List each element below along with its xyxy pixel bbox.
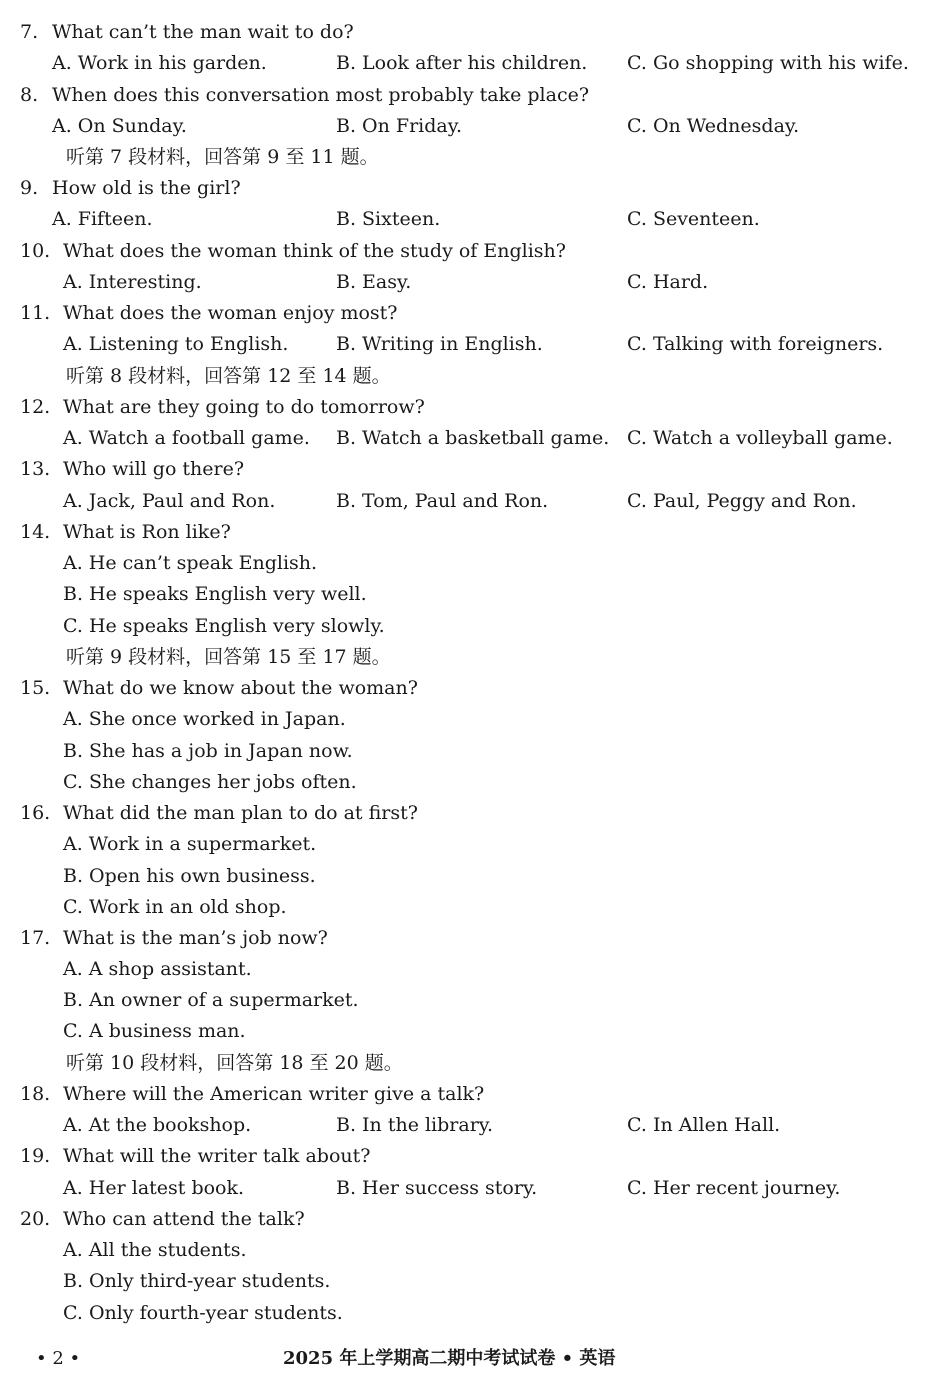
question-18	[0, 1079, 950, 1109]
question-text: What do we know about the woman?	[63, 677, 418, 699]
question-13	[0, 454, 950, 484]
option-a: A. At the bookshop.	[63, 1114, 252, 1136]
option-b	[0, 579, 950, 609]
option-a	[0, 829, 950, 859]
question-number: 9.	[20, 177, 39, 199]
question-8	[0, 80, 950, 110]
option-b	[0, 861, 950, 891]
question-text: What is Ron like?	[63, 521, 231, 543]
option-b: B. Sixteen.	[336, 208, 441, 230]
option-text: A. Work in a supermarket.	[63, 833, 317, 855]
option-text: B. Only third-year students.	[63, 1270, 331, 1292]
options-19	[0, 1173, 950, 1203]
question-17	[0, 923, 950, 953]
options-7	[0, 48, 950, 78]
option-b: B. In the library.	[336, 1114, 494, 1136]
question-text: Where will the American writer give a talk?	[63, 1083, 485, 1105]
option-b: B. Look after his children.	[336, 52, 588, 74]
options-18	[0, 1110, 950, 1140]
option-b: B. Easy.	[336, 271, 412, 293]
option-b	[0, 985, 950, 1015]
options-11	[0, 329, 950, 359]
question-7	[0, 17, 950, 47]
option-b: B. Her success story.	[336, 1177, 538, 1199]
option-text: C. A business man.	[63, 1020, 246, 1042]
question-12	[0, 392, 950, 422]
option-a: A. Listening to English.	[63, 333, 289, 355]
option-a: A. Interesting.	[63, 271, 202, 293]
option-text: B. She has a job in Japan now.	[63, 740, 353, 762]
options-12	[0, 423, 950, 453]
question-number: 17.	[20, 927, 51, 949]
question-text: How old is the girl?	[52, 177, 241, 199]
section-heading-10	[0, 1048, 950, 1078]
option-b: B. Watch a basketball game.	[336, 427, 610, 449]
question-number: 15.	[20, 677, 51, 699]
option-c: C. Go shopping with his wife.	[627, 52, 909, 74]
option-c	[0, 1298, 950, 1328]
question-15	[0, 673, 950, 703]
option-c	[0, 892, 950, 922]
options-9	[0, 204, 950, 234]
option-text: C. Only fourth-year students.	[63, 1302, 343, 1324]
question-text: What can’t the man wait to do?	[52, 21, 354, 43]
option-c	[0, 611, 950, 641]
exam-title: 2025 年上学期高二期中考试试卷 • 英语	[283, 1348, 616, 1369]
question-number: 11.	[20, 302, 51, 324]
question-number: 10.	[20, 240, 51, 262]
question-number: 14.	[20, 521, 51, 543]
option-text: A. She once worked in Japan.	[63, 708, 346, 730]
option-text: C. He speaks English very slowly.	[63, 615, 385, 637]
option-a: A. Work in his garden.	[52, 52, 267, 74]
question-text: What will the writer talk about?	[63, 1145, 371, 1167]
page-footer	[0, 1345, 950, 1373]
section-heading-7	[0, 142, 950, 172]
option-a: A. Fifteen.	[52, 208, 153, 230]
option-a	[0, 954, 950, 984]
option-text: B. He speaks English very well.	[63, 583, 367, 605]
question-number: 12.	[20, 396, 51, 418]
options-13	[0, 486, 950, 516]
question-text: What does the woman enjoy most?	[63, 302, 398, 324]
option-c: C. Seventeen.	[627, 208, 760, 230]
question-text: When does this conversation most probably take place?	[52, 84, 590, 106]
question-number: 7.	[20, 21, 39, 43]
question-text: What is the man’s job now?	[63, 927, 328, 949]
option-a: A. Watch a football game.	[63, 427, 310, 449]
option-c: C. Paul, Peggy and Ron.	[627, 490, 857, 512]
option-a	[0, 704, 950, 734]
option-a: A. Her latest book.	[63, 1177, 245, 1199]
question-14	[0, 517, 950, 547]
option-text: A. He can’t speak English.	[63, 552, 318, 574]
section-heading-9	[0, 642, 950, 672]
option-c: C. In Allen Hall.	[627, 1114, 781, 1136]
option-c: C. Talking with foreigners.	[627, 333, 884, 355]
page-number: • 2 •	[36, 1348, 81, 1369]
question-text: What are they going to do tomorrow?	[63, 396, 425, 418]
question-text: What did the man plan to do at first?	[63, 802, 418, 824]
option-c	[0, 1016, 950, 1046]
question-text: Who will go there?	[63, 458, 245, 480]
question-number: 16.	[20, 802, 51, 824]
section-heading-text: 听第 7 段材料，回答第 9 至 11 题。	[66, 146, 379, 168]
option-c: C. Hard.	[627, 271, 709, 293]
option-b	[0, 736, 950, 766]
options-8	[0, 111, 950, 141]
question-text: Who can attend the talk?	[63, 1208, 305, 1230]
option-c: C. On Wednesday.	[627, 115, 800, 137]
question-number: 20.	[20, 1208, 51, 1230]
question-9	[0, 173, 950, 203]
section-heading-text: 听第 10 段材料，回答第 18 至 20 题。	[66, 1052, 403, 1074]
section-heading-8	[0, 361, 950, 391]
options-10	[0, 267, 950, 297]
option-text: B. An owner of a supermarket.	[63, 989, 359, 1011]
question-20	[0, 1204, 950, 1234]
question-16	[0, 798, 950, 828]
question-text: What does the woman think of the study of English?	[63, 240, 566, 262]
option-text: A. All the students.	[63, 1239, 247, 1261]
question-19	[0, 1141, 950, 1171]
option-text: A. A shop assistant.	[63, 958, 252, 980]
option-a	[0, 1235, 950, 1265]
section-heading-text: 听第 8 段材料，回答第 12 至 14 题。	[66, 365, 391, 387]
option-b: B. Writing in English.	[336, 333, 543, 355]
question-number: 13.	[20, 458, 51, 480]
option-c: C. Watch a volleyball game.	[627, 427, 893, 449]
option-text: B. Open his own business.	[63, 865, 316, 887]
option-b: B. On Friday.	[336, 115, 462, 137]
question-number: 8.	[20, 84, 39, 106]
option-c	[0, 767, 950, 797]
option-a	[0, 548, 950, 578]
option-a: A. Jack, Paul and Ron.	[63, 490, 276, 512]
question-10	[0, 236, 950, 266]
option-a: A. On Sunday.	[52, 115, 187, 137]
option-b: B. Tom, Paul and Ron.	[336, 490, 549, 512]
option-text: C. She changes her jobs often.	[63, 771, 357, 793]
section-heading-text: 听第 9 段材料，回答第 15 至 17 题。	[66, 646, 391, 668]
option-text: C. Work in an old shop.	[63, 896, 287, 918]
question-number: 19.	[20, 1145, 51, 1167]
question-number: 18.	[20, 1083, 51, 1105]
option-c: C. Her recent journey.	[627, 1177, 841, 1199]
question-11	[0, 298, 950, 328]
option-b	[0, 1266, 950, 1296]
